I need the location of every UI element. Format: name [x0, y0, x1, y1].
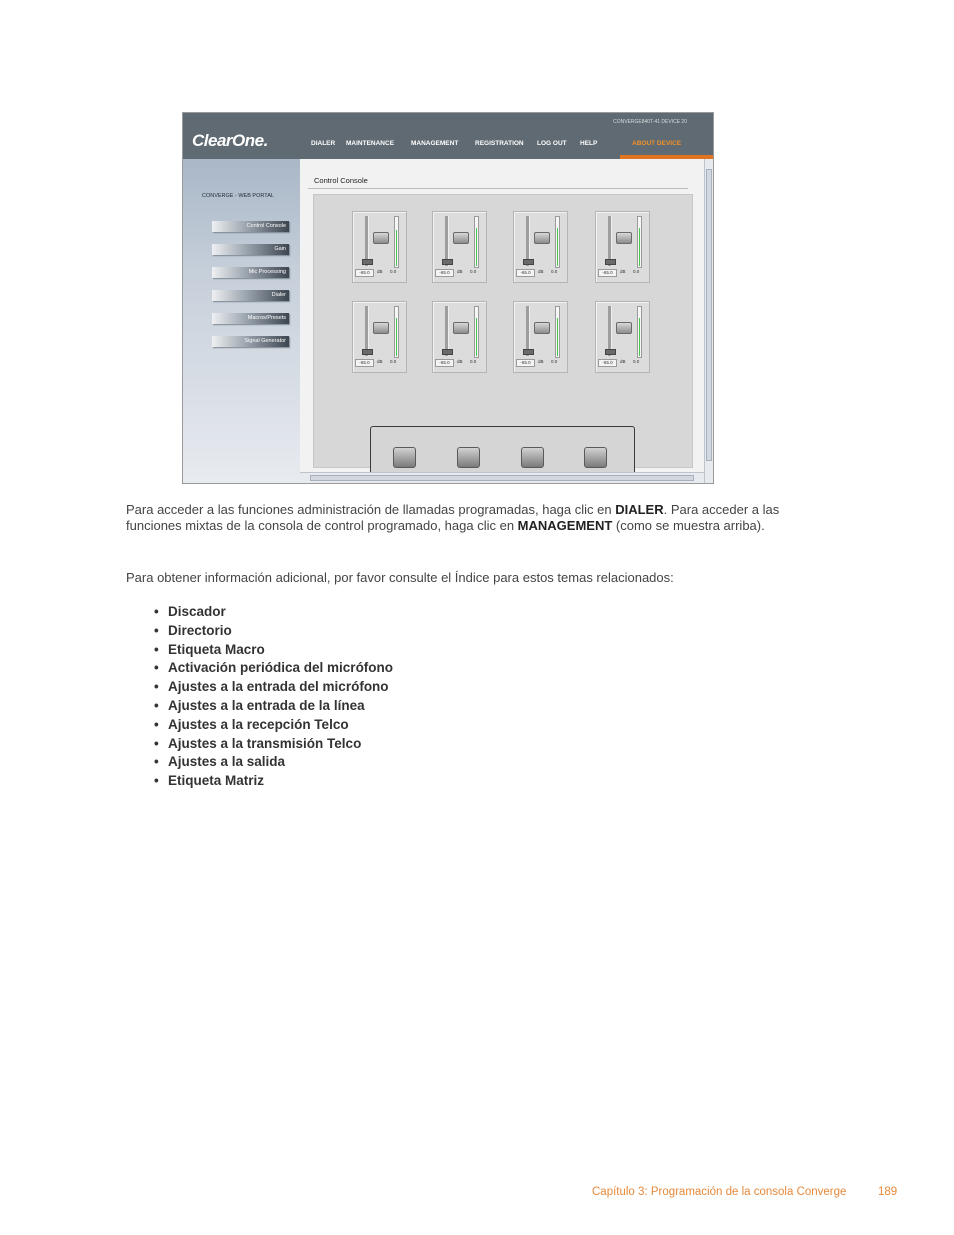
sidebar-mic-processing-button[interactable]: Mic Processing [212, 267, 289, 278]
level-value[interactable]: -65.0 [598, 359, 617, 367]
channel-strip [595, 211, 650, 283]
level-meter [474, 306, 479, 358]
fader-handle[interactable] [442, 259, 453, 265]
level-unit: dB [620, 269, 626, 274]
topic-item: • Ajustes a la entrada del micrófono [154, 678, 393, 697]
mute-button[interactable] [373, 232, 389, 244]
topic-item: • Ajustes a la salida [154, 753, 393, 772]
divider [308, 188, 688, 189]
mute-button[interactable] [453, 232, 469, 244]
level-unit: dB [620, 359, 626, 364]
meter-fill [476, 318, 477, 356]
nav-help[interactable]: HELP [580, 140, 598, 147]
level-value[interactable]: -65.0 [516, 269, 535, 277]
gain-value: 0.0 [470, 359, 477, 364]
gain-value: 0.0 [390, 359, 397, 364]
level-value[interactable]: -65.0 [516, 359, 535, 367]
level-unit: dB [457, 269, 463, 274]
mute-button[interactable] [616, 232, 632, 244]
level-unit: dB [377, 359, 383, 364]
level-meter [394, 216, 399, 268]
channel-strip [432, 301, 487, 373]
meter-fill [557, 228, 558, 266]
mixer-panel [313, 194, 693, 468]
nav-management[interactable]: MANAGEMENT [411, 140, 459, 147]
console-title: Control Console [314, 176, 368, 185]
topic-item: • Directorio [154, 622, 393, 641]
topic-item: • Ajustes a la entrada de la línea [154, 697, 393, 716]
sidebar-gain-button[interactable]: Gain [212, 244, 289, 255]
meter-fill [639, 318, 640, 356]
channel-strip [513, 211, 568, 283]
gain-value: 0.0 [551, 359, 558, 364]
master-mute-button[interactable] [584, 447, 607, 468]
fader-handle[interactable] [362, 349, 373, 355]
topic-item: • Ajustes a la recepción Telco [154, 716, 393, 735]
level-meter [394, 306, 399, 358]
meter-fill [396, 318, 397, 356]
mute-button[interactable] [453, 322, 469, 334]
level-unit: dB [457, 359, 463, 364]
channel-strip [352, 301, 407, 373]
topic-item: • Etiqueta Macro [154, 641, 393, 660]
text: (como se muestra arriba). [612, 518, 765, 533]
level-value[interactable]: -65.0 [355, 359, 374, 367]
level-unit: dB [538, 359, 544, 364]
fader-handle[interactable] [605, 259, 616, 265]
mute-button[interactable] [534, 322, 550, 334]
meter-fill [639, 228, 640, 266]
nav-about-device[interactable]: ABOUT DEVICE [632, 140, 682, 147]
topic-item: • Discador [154, 603, 393, 622]
master-controls [370, 426, 635, 478]
mute-button[interactable] [616, 322, 632, 334]
topic-item: • Ajustes a la transmisión Telco [154, 735, 393, 754]
level-meter [555, 216, 560, 268]
fader-handle[interactable] [605, 349, 616, 355]
level-value[interactable]: -65.0 [435, 359, 454, 367]
portal-label: CONVERGE - WEB PORTAL [202, 193, 274, 199]
device-id: CONVERGE840T-41 DEVICE 20 [613, 119, 687, 125]
sidebar-macros-presets-button[interactable]: Macros/Presets [212, 313, 289, 324]
channel-strip [513, 301, 568, 373]
paragraph-related: Para obtener información adicional, por favor consulte el Índice para estos temas relacionados: [126, 570, 674, 585]
management-keyword: MANAGEMENT [517, 518, 613, 533]
master-mute-button[interactable] [457, 447, 480, 468]
level-unit: dB [377, 269, 383, 274]
gain-value: 0.0 [551, 269, 558, 274]
level-value[interactable]: -65.0 [435, 269, 454, 277]
level-meter [474, 216, 479, 268]
meter-fill [476, 228, 477, 266]
sidebar-signal-generator-button[interactable]: Signal Generator [212, 336, 289, 347]
topic-item: • Etiqueta Matriz [154, 772, 393, 791]
dialer-keyword: DIALER [615, 502, 664, 517]
fader-handle[interactable] [523, 349, 534, 355]
level-unit: dB [538, 269, 544, 274]
text: Para acceder a las funciones administración de llamadas programadas, haga clic en [126, 502, 616, 517]
nav-maintenance[interactable]: MAINTENANCE [346, 140, 395, 147]
nav-registration[interactable]: REGISTRATION [475, 140, 524, 147]
gain-value: 0.0 [633, 359, 640, 364]
master-mute-button[interactable] [521, 447, 544, 468]
nav-dialer[interactable]: DIALER [311, 140, 336, 147]
topic-item: • Activación periódica del micrófono [154, 659, 393, 678]
text: . Para acceder a las funciones mixtas de la consola de control programado, haga clic en [126, 502, 780, 533]
app-header [183, 113, 713, 159]
mute-button[interactable] [373, 322, 389, 334]
level-meter [637, 216, 642, 268]
footer-chapter: Capítulo 3: Programación de la consola Converge [592, 1186, 847, 1198]
level-meter [637, 306, 642, 358]
footer-page-number: 189 [878, 1186, 898, 1198]
paragraph-access [126, 502, 826, 534]
channel-strip [595, 301, 650, 373]
sidebar-dialer-button[interactable]: Dialer [212, 290, 289, 301]
vertical-scrollbar[interactable] [704, 159, 714, 483]
channel-strip [352, 211, 407, 283]
scroll-thumb[interactable] [706, 169, 712, 461]
control-console-area [300, 159, 704, 483]
gain-value: 0.0 [633, 269, 640, 274]
brand-logo: ClearOne. [192, 131, 268, 150]
master-mute-button[interactable] [393, 447, 416, 468]
nav-log-out[interactable]: LOG OUT [537, 140, 567, 147]
level-value[interactable]: -65.0 [355, 269, 374, 277]
sidebar-control-console-button[interactable]: Control Console [212, 221, 289, 232]
console-screenshot [182, 112, 714, 484]
mute-button[interactable] [534, 232, 550, 244]
fader-handle[interactable] [523, 259, 534, 265]
related-topics-list [154, 603, 393, 791]
level-value[interactable]: -65.0 [598, 269, 617, 277]
fader-handle[interactable] [442, 349, 453, 355]
meter-fill [557, 318, 558, 356]
sidebar [183, 159, 300, 483]
fader-handle[interactable] [362, 259, 373, 265]
horizontal-scrollbar[interactable] [300, 472, 704, 484]
gain-value: 0.0 [390, 269, 397, 274]
channel-strip [432, 211, 487, 283]
meter-fill [396, 230, 397, 266]
scroll-thumb[interactable] [310, 475, 694, 481]
gain-value: 0.0 [470, 269, 477, 274]
level-meter [555, 306, 560, 358]
